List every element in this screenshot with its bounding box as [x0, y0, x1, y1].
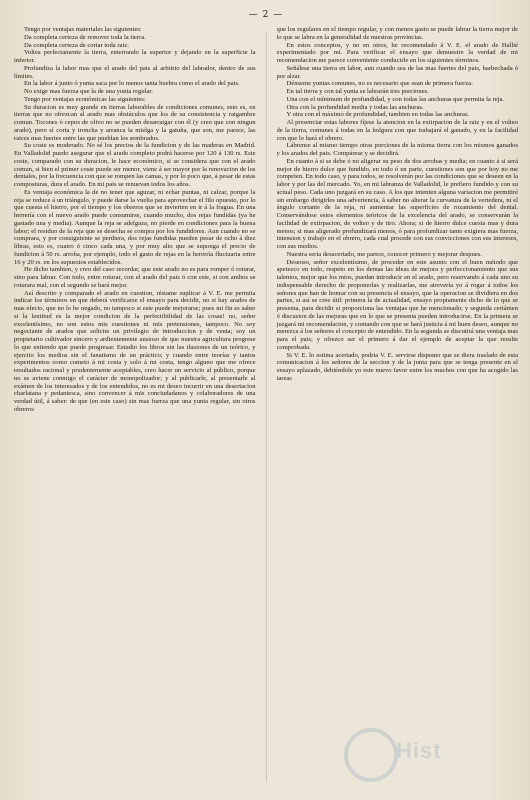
right-column: [277, 26, 519, 788]
right-paragraph: que los regulares en el tiempo regular, y con menos gasto se puede labrar la tierra mejor de lo que se labra en la generalidad de nuestras provincias.: [276, 26, 519, 41]
right-paragraph: Si V. E. lo estima acertado, podria V. E. servirse disponer que se diera traslado de esta comunicacion á los señores de la seccion y de la junta para que se tenga presente en el ensayo aplazado, debiéndole yo este nuevo favor entre los muchos con que ha acogido las tareas: [276, 351, 519, 382]
left-paragraph: Profundiza la labor mas que el arado del pais al arbitrio del labrador, dentro de sus límites.: [14, 64, 256, 80]
left-paragraph: Tengo por ventajas económicas las siguientes:: [24, 95, 146, 103]
left-paragraph: Tengo por ventajas materiales las siguientes:: [24, 26, 142, 33]
right-paragraph: En tal tierra y con tal yunta se labrarán tres porciones.: [286, 88, 429, 95]
watermark-text: Hist: [396, 738, 442, 763]
left-paragraph: Así descrito y comparado el arado en cuestion, réstame suplicar á V. E. me permita indicar los términos en que deberá verificarse el ensayo para decidir, no si hay arados de mas efecto, que no lo he negado, no tampoco si este puede mejorarse; pues mi fin es saber si la lentitud es la mejor condicion de la perfectibilidad de las cosas! no, señor excelentísimo, no son estos mis cuestiones ni mis pretensiones, tampoco. No soy negociante de arados que solicite un privilegio de introduccion y de venta; soy un propietario cultivador sincero y ardientemente ansioso de que nuestra agricultura progrese lo que entiendo que puede progresar. Estudio los libros sin las ilusiones de un teórico, y ejercito los medios sin el fanatismo de un práctico; y cuando entre teorías y tantos experimentos como cometo á mi costa y solo á mi costa, tengo alguno que me ofrece resultados racional y prudentemente aceptables, creo hacer un servicio al público, porque no se aviene conmigo el carácter de monopolizador; y al publicarle, al presentarle al exámen de los interesados y de los entendidos, no es mi deseo incurrir en una desertacion charlatana y pedantesca, sino convencer á mis conciudadanos y colaboradores de una verdad útil, á saber: de que (en este caso) sin mas fuerza que una yunta regular, sin otros obreros: [14, 289, 256, 413]
right-paragraph: Y otra con el máximo de profundidad, tambien en todas las anchuras.: [286, 111, 470, 119]
right-paragraph: Al presenciar estas labores fíjese la atencion en la extirpacion de la raiz y en el volteo de la tierra, comunes á todas en la holgura con que trabajará el ganado, y en la facilidad con que lo hará el obrero.: [276, 119, 519, 142]
right-paragraph: Lábrense al mismo tiempo otras porciones de la misma tierra con los mismos ganados y los arados del pais. Compárese y se decidirá.: [276, 142, 519, 157]
left-column: [14, 26, 256, 788]
right-paragraph: Otra con la profundidad media y todas las anchuras.: [286, 103, 424, 111]
text-columns: [14, 26, 518, 788]
right-paragraph: Una con el mínimum de profundidad, y con todas las anchuras que permita la reja.: [286, 95, 505, 103]
right-paragraph: Señálese una tierra en labor, aun cuando sea de las mas fuertes del pais, barbechada ó por alzar.: [276, 64, 519, 80]
right-paragraph: En cuanto á si se debe ó no aligerar su peso de dos arrobas y media; en cuanto á si será mejor de hierro dulce que fundido, en todo ó en parte, cuestiones son que por hoy no me competen. En todo caso, y para todos, se resolverán por las condiciones que se deseen en la labor y por las del mercado. Yo, en mi labranza de Valladolid, le prefiero fundido y con su actual peso. Cada uno juzgará en su caso. A los que intenten alguna variacion me permitiré sin embargo dirigirles una advertencia, á saber no alterar la curvatura de la vertedera, ni el ángulo cortante de la reja, ni aumentar las superficies de rozamiento del dental. Conservándose estos elementos teóricos de la excelencia del arado, se conservarán la facilidad de extirpacion, de volteo y de tiro. Ahora; si de hierro dulce cuesta mas y dura menos; si mas aligerado profundizará menos, ó para profundizar tanto exigiera mas fuerza, intension y trabajo en el obrero, cada cual procede con sus convicciones con sus intereses, con sus medios.: [276, 157, 519, 250]
left-paragraph: He dicho tambien, y creo del caso recordar, que este arado no es para romper ó roturar, sino para labrar. Con todo, entre roturar, con el arado del pais ó con este, si con ambos se roturara mal, con el segundo se hará mejor.: [14, 266, 256, 289]
right-paragraph: Deseoso, señor excelentísimo, de proceder en este asunto con el buen método que apetezco en todo, respeto en los demas las ideas de mejora y perfeccionamiento que sus talentos, mejor que los mios, puedan introducir en el arado, pero reservando á cada uno su indispensable derecho de proponerlas y realizarlas, me atrevería yo á rogar á todos los señores que han de honrar con su presencia el ensayo, que la operacion se dividiera en dos partes, si así se cree útil: primera la de actualidad, ensayo propiamente dicho de lo que se presenta, para decidir si proporciona las ventajas que he mencionado; y segunda certámen ó discusion de las mejoras que en lo que se presenta pueden introducirse. En la primera se juzgará mi recomendacion, y contando con que se hará justicia á mi buen deseo, aunque no merezca á los señores el concepto de entendido. En la segunda se discutirá una ventaja mas para el pais; y ofrezco ser el primero á dar el ejemplo de aceptar la que resulte comprobada.: [276, 258, 519, 351]
left-paragraph: No exige mas fuerza que la de una yunta regular.: [24, 88, 153, 95]
left-paragraph: Voltea perfectamente la tierra, enterrando la superior y dejando en la superficie la inferior.: [14, 49, 256, 64]
right-paragraph: En estos conceptos, y no en otros, he recomendado á V. E. el arado de Hallié experimentado por mí. Para verificar el ensayo que demuestre la verdad de mi recomendacion me parece conveniente conducirle en los siguientes términos.: [276, 41, 519, 64]
left-paragraph: Da completa certeza de remover toda la tierra.: [24, 33, 146, 41]
column-divider: [266, 32, 267, 782]
left-paragraph: Da completa certeza de cortar toda raiz.: [24, 41, 129, 49]
page-number: — 2 —: [248, 10, 284, 20]
left-paragraph: Su duracion es muy grande en tierras laborables de condiciones comunes, esto es, en tierras que no ofrezcan al arado mas obstáculos que los de su consistencia y raigambre comun. Tocones ó cepos de olivo no se pueden desarraigar con él (y creo que con ningun arado), pero sí corta y troncha y arranca la mielga y la gatuña, que son, me parece, las raices mas fuertes entre las que pueblan los sembrados.: [14, 103, 256, 142]
left-paragraph: En la labor á junto ó yunta saca por lo menos tanta huebra como el arado del pais.: [24, 80, 240, 88]
right-paragraph: Nuestra seria desacertado, me parece, conocer primero y mejorar despues.: [286, 250, 483, 258]
right-paragraph: Dénseme yuntas comunes, no es necesario que sean de primera fuerza.: [286, 80, 473, 88]
left-paragraph: Su coste es moderado. No sé los precios de la fundicion y de las maderas en Madrid. En Valladolid puedo asegurar que el arado completo podrá hacerse por 120 á 130 rs. Este coste, comparado con su duracion, le hace económico, si se considera que con el arado comun, si bien el primer coste puede ser menor, viene á ser mayor por la renovacion de los dentales, por la frecuencia con que se rompen las camas, y por lo poco que, á pesar de estas composturas, dura el arado. En mi pais se renuevan todos los años.: [14, 142, 256, 188]
left-paragraph: Es ventaja económica la de no tener que aguzar, ni echar puntas, ni calzar, porque la reja se reduce á un triángulo, y puede darse la vuelta para aprovechar el filo opuesto, por lo que cuesta el hierro, por el tiempo y los obreros que se invierten en ir á la fragua. En una herrería con el nuevo arado puede consumirse, cuando mucho, dos rejas fundidas (ya he gastado una y media). Aunque la reja se adelgaza, no pierde en condiciones para la buena labor; el residuo de la reja que se desecha se compra por los fundidores. Aun cuando no se comprara, y por consiguiente se perdiera, dos rejas fundidas pueden pesar de ocho á diez libras, esto es, cuatro ó cinco cada una, y por muy alto que se suponga el precio de fundicion á 50 rs. arroba, por ejemplo, todo el gasto de rejas en la herrería fluctuaria entre 16 y 20 rs. en los supuestos establecidos.: [14, 188, 256, 266]
